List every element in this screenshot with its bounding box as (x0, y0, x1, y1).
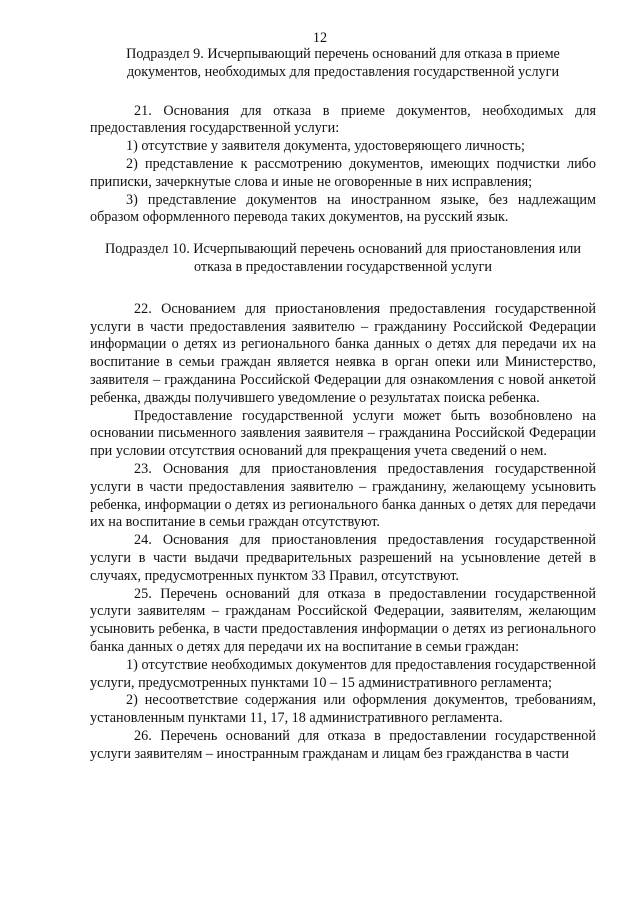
subsection-9-heading: Подраздел 9. Исчерпывающий перечень оснований для отказа в приеме документов, необходимых для предоставления государственной услуги (126, 46, 560, 80)
paragraph-21-item-3: 3) представление документов на иностранном языке, без надлежащим образом оформленного перевода таких документов, на русский язык. (90, 191, 596, 226)
paragraph-26: 26. Перечень оснований для отказа в предоставлении государственной услуги заявителям – иностранным гражданам и лицам без гражданства в части (90, 727, 596, 762)
paragraph-24: 24. Основания для приостановления предоставления государственной услуги в части выдачи предварительных разрешений на усыновление детей в случаях, предусмотренных пунктом 33 Правил, отсутствуют. (90, 532, 596, 584)
paragraph-22-resume: Предоставление государственной услуги может быть возобновлено на основании письменного заявления заявителя – гражданина Российской Федерации при условии отсутствия оснований для прекращения учета сведений о нем. (90, 407, 596, 460)
document-body (90, 46, 596, 763)
paragraph-21-item-1: 1) отсутствие у заявителя документа, удостоверяющего личность; (126, 138, 525, 155)
paragraph-22: 22. Основанием для приостановления предоставления государственной услуги в части предоставления заявителю – гражданину Российской Федерации информации о детях из регионального банка данных о детях для передачи их на воспитание в семьи граждан является неявка в орган опеки или Министерство, заявителя – гражданина Российской Федерации для ознакомления с новой анкетой ребенка, дважды получившего уведомление о результатах поиска ребенка. (90, 300, 596, 406)
paragraph-21: 21. Основания для отказа в приеме документов, необходимых для предоставления государственной услуги: (90, 102, 596, 137)
page-number: 12 (312, 30, 328, 46)
paragraph-21-item-2: 2) представление к рассмотрению документов, имеющих подчистки либо приписки, зачеркнутые слова и иные не оговоренные в них исправления; (90, 155, 596, 190)
subsection-10-heading: Подраздел 10. Исчерпывающий перечень оснований для приостановления или отказа в предоставлении государственной услуги (105, 241, 581, 275)
paragraph-25: 25. Перечень оснований для отказа в предоставлении государственной услуги заявителям – гражданам Российской Федерации, заявителям, желающим усыновить ребенка, в части предоставления информации о детях из регионального банка данных о детях для передачи их на воспитание в семьи граждан: (90, 585, 596, 655)
paragraph-25-item-2: 2) несоответствие содержания или оформления документов, требованиям, установленным пунктами 11, 17, 18 административного регламента. (90, 692, 596, 727)
paragraph-25-item-1: 1) отсутствие необходимых документов для предоставления государственной услуги, предусмотренных пунктами 10 – 15 административного регламента; (90, 656, 596, 691)
paragraph-23: 23. Основания для приостановления предоставления государственной услуги в части предоставления заявителю – гражданину, желающему усыновить ребенка, информации о детях из регионального банка данных о детях для передачи их на воспитание в семьи граждан отсутствуют. (90, 460, 596, 531)
